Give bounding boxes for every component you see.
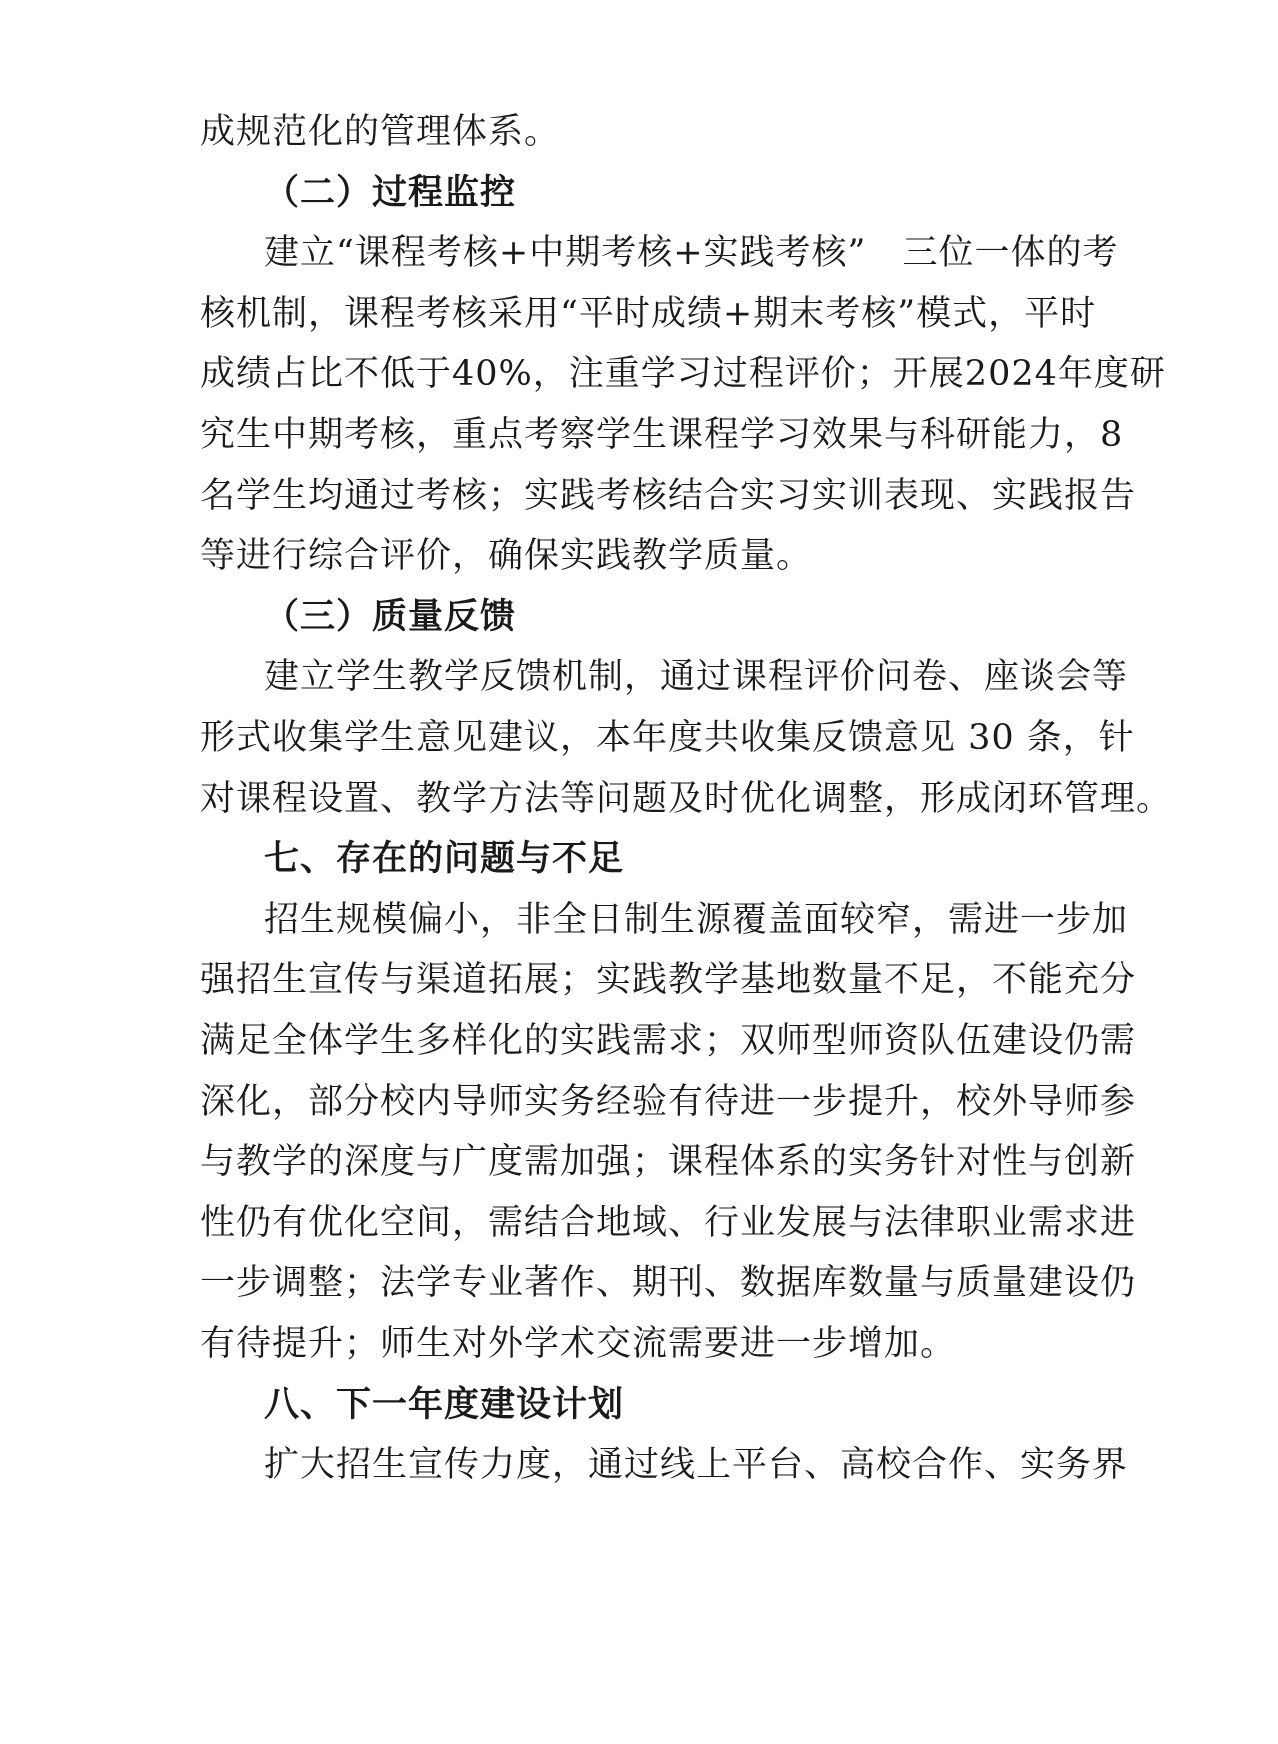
- body-line: 满足全体学生多样化的实践需求；双师型师资队伍建设仍需: [200, 1021, 1137, 1061]
- body-line: 成绩占比不低于40%，注重学习过程评价；开展2024年度研: [200, 354, 1166, 394]
- paragraph-first-line: 建立“课程考核+中期考核+实践考核” 三位一体的考: [264, 233, 1119, 273]
- paragraph-first-line: 建立学生教学反馈机制，通过课程评价问卷、座谈会等: [264, 657, 1129, 697]
- body-line: 对课程设置、教学方法等问题及时优化调整，形成闭环管理。: [200, 779, 1173, 819]
- section-heading: 七、存在的问题与不足: [264, 838, 625, 879]
- section-subheading: （三）质量反馈: [264, 596, 517, 637]
- body-line: 究生中期考核，重点考察学生课程学习效果与科研能力，8: [200, 415, 1124, 455]
- body-line: 形式收集学生意见建议，本年度共收集反馈意见 30 条，针: [200, 718, 1135, 758]
- body-line: 名学生均通过考核；实践考核结合实习实训表现、实践报告: [200, 476, 1137, 516]
- body-line: 强招生宣传与渠道拓展；实践教学基地数量不足，不能充分: [200, 960, 1137, 1000]
- paragraph-first-line: 扩大招生宣传力度，通过线上平台、高校合作、实务界: [264, 1445, 1129, 1485]
- body-line: 深化，部分校内导师实务经验有待进一步提升，校外导师参: [200, 1082, 1137, 1122]
- paragraph-first-line: 招生规模偏小，非全日制生源覆盖面较窄，需进一步加: [264, 900, 1129, 940]
- paragraph-last-line: 等进行综合评价，确保实践教学质量。: [200, 536, 813, 576]
- body-line: 核机制，课程考核采用“平时成绩+期末考核”模式，平时: [200, 294, 1097, 334]
- body-line: 一步调整；法学专业著作、期刊、数据库数量与质量建设仍: [200, 1263, 1137, 1303]
- paragraph-last-line: 成规范化的管理体系。: [200, 112, 561, 152]
- body-line: 性仍有优化空间，需结合地域、行业发展与法律职业需求进: [200, 1203, 1137, 1243]
- section-heading: 八、下一年度建设计划: [264, 1384, 625, 1425]
- paragraph-last-line: 有待提升；师生对外学术交流需要进一步增加。: [200, 1324, 957, 1364]
- section-subheading: （二）过程监控: [264, 172, 517, 213]
- body-line: 与教学的深度与广度需加强；课程体系的实务针对性与创新: [200, 1142, 1137, 1182]
